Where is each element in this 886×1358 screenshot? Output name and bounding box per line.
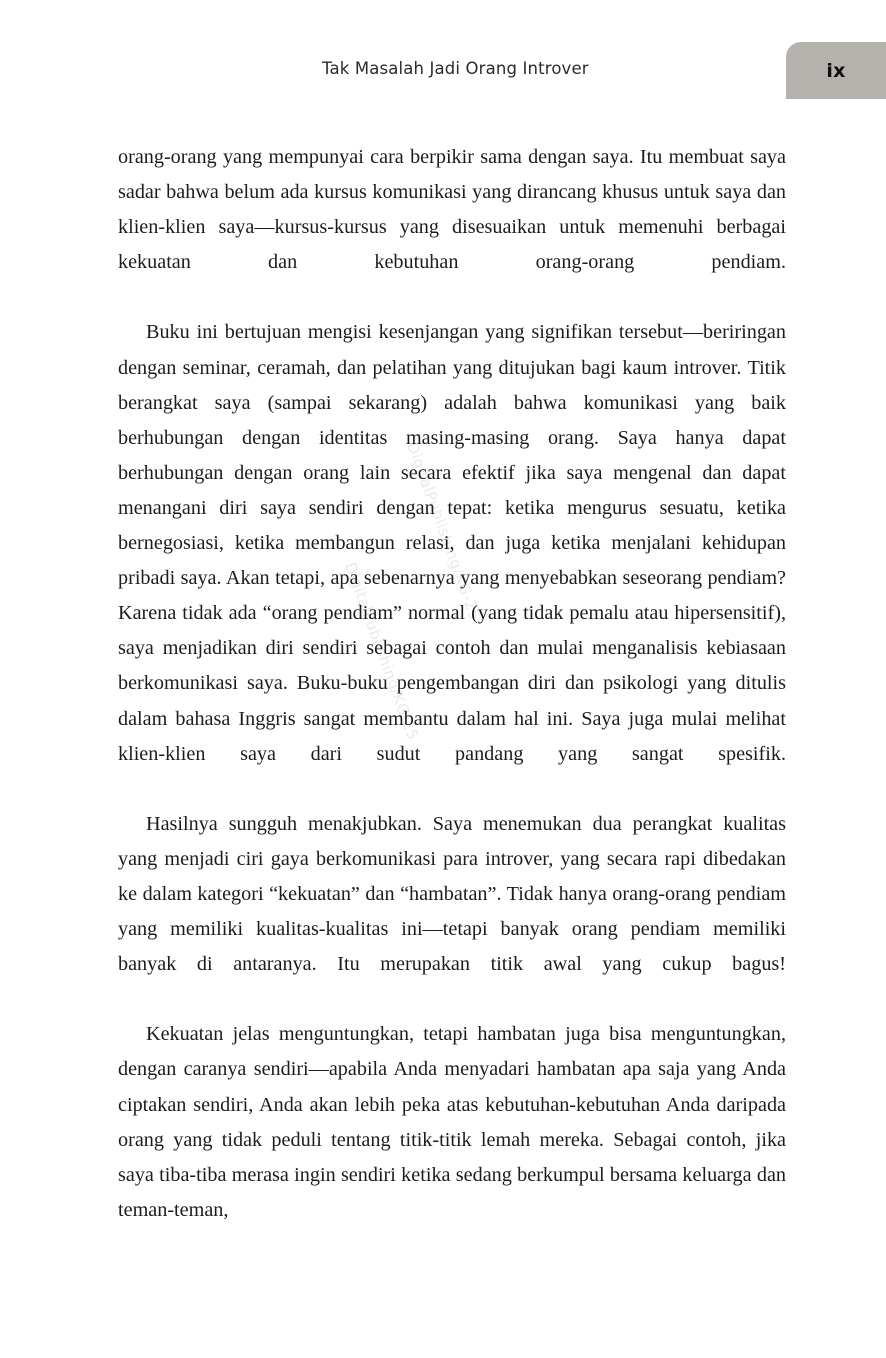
paragraph: orang-orang yang mempunyai cara berpikir sama dengan saya. Itu membuat saya sadar bahwa belum ada kursus komunikasi yang dirancang khusus untuk saya dan klien-klien saya—kursus-kursus yang disesuaikan untuk memenuhi berbagai kekuatan dan kebutuhan orang-orang pendiam. bbox=[118, 146, 786, 274]
running-head-title: Tak Masalah Jadi Orang Introver bbox=[322, 59, 589, 78]
watermark-text-1: DigitalPublishing/KG-25 bbox=[341, 560, 423, 743]
paragraph: Buku ini bertujuan mengisi kesenjangan yang signifikan tersebut—beriringan dengan seminar, ceramah, dan pelatihan yang ditujukan bagi kaum introver. Titik berangkat saya (sampai sekarang) adalah bahwa komunikasi yang baik berhubungan dengan identitas masing-masing orang. Saya hanya dapat berhubungan dengan orang lain secara efektif jika saya mengenal dan dapat menangani diri saya sendiri dengan tepat: ketika mengurus sesuatu, ketika bernegosiasi, ketika membangun relasi, dan juga ketika menjalani kehidupan pribadi saya. Akan tetapi, apa sebenarnya yang menyebabkan seseorang pendiam? Karena tidak ada “orang pendiam” normal (yang tidak pemalu atau hipersensitif), saya menjadikan diri sendiri sebagai contoh dan mulai menganalisis kebiasaan berkomunikasi saya. Buku-buku pengembangan diri dan psikologi yang ditulis dalam bahasa Inggris sangat membantu dalam hal ini. Saya juga mulai melihat klien-klien saya dari sudut pandang yang sangat spesifik. bbox=[118, 321, 786, 765]
paragraph: Hasilnya sungguh menakjubkan. Saya menemukan dua perangkat kualitas yang menjadi ciri gaya berkomunikasi para introver, yang secara rapi dibedakan ke dalam kategori “kekuatan” dan “hambatan”. Tidak hanya orang-orang pendiam yang memiliki kualitas-kualitas ini—tetapi banyak orang pendiam memiliki banyak di antaranya. Itu merupakan titik awal yang cukup bagus! bbox=[118, 812, 786, 976]
page-number-tab bbox=[786, 42, 886, 99]
body-text-column bbox=[118, 140, 786, 1263]
running-head bbox=[0, 0, 886, 110]
watermark-text-2: DigitalPublishing/KG-25 bbox=[403, 440, 485, 623]
paragraph: Kekuatan jelas menguntungkan, tetapi hambatan juga bisa menguntungkan, dengan caranya sendiri—apabila Anda menyadari hambatan apa saja yang Anda ciptakan sendiri, Anda akan lebih peka atas kebutuhan-kebutuhan Anda daripada orang yang tidak peduli tentang titik-titik lemah mereka. Sebagai contoh, jika saya tiba-tiba merasa ingin sendiri ketika sedang berkumpul bersama keluarga dan teman-teman, bbox=[118, 1023, 786, 1221]
page-number-label: ix bbox=[826, 59, 846, 82]
